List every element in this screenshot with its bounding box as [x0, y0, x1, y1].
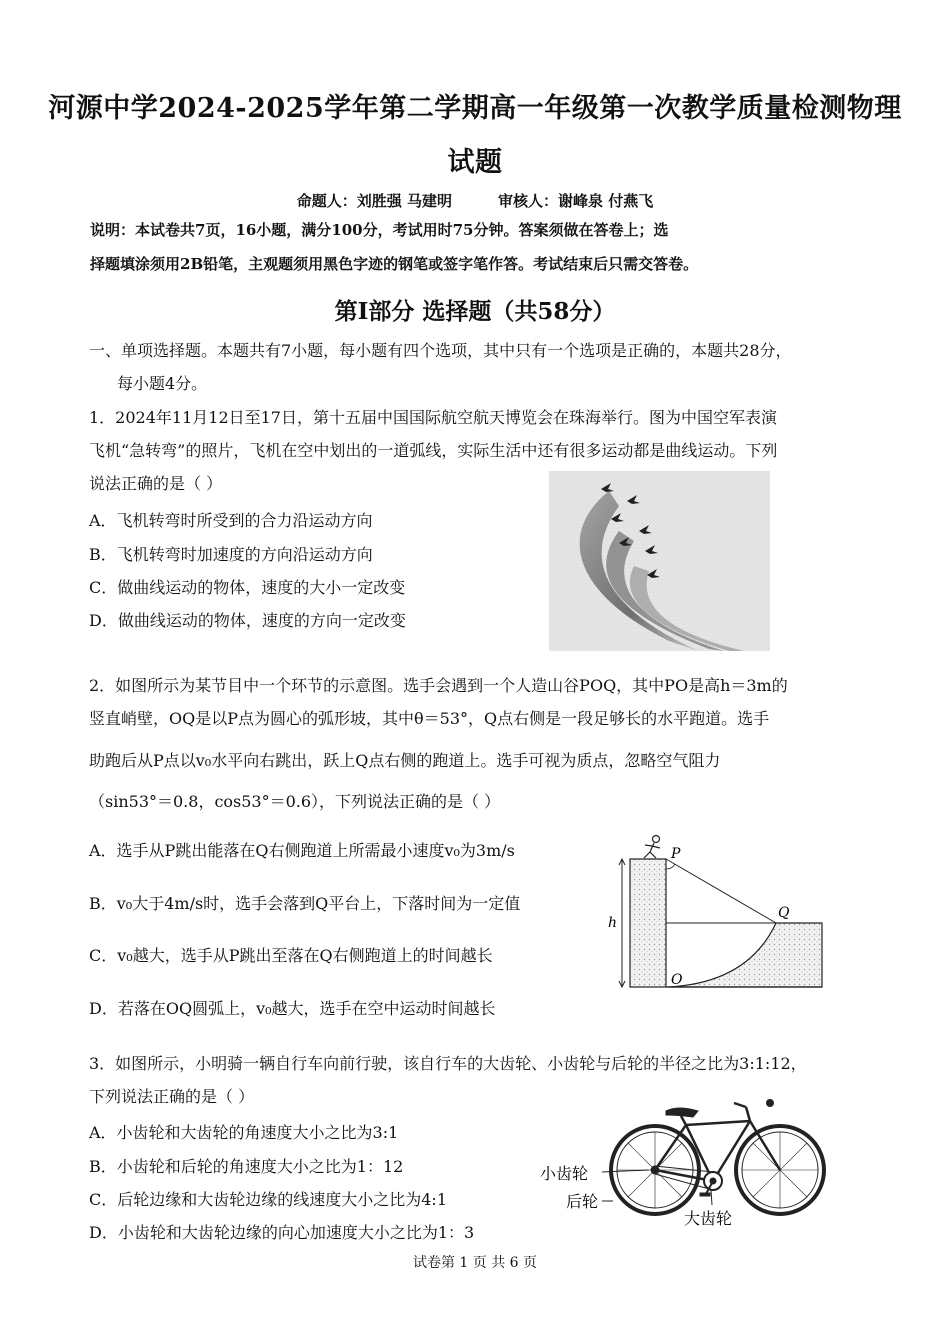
q2-stem-line4: （sin53°＝0.8，cos53°＝0.6），下列说法正确的是（ ）: [89, 792, 501, 811]
q3-option-a: A．小齿轮和大齿轮的角速度大小之比为3:1: [89, 1123, 399, 1142]
part-intro-line2: 每小题4分。: [117, 374, 208, 393]
section-title: 第Ⅰ部分 选择题（共58分）: [334, 298, 616, 325]
bicycle-diagram: [538, 1093, 838, 1233]
label-q: Q: [778, 905, 790, 921]
label-h: h: [608, 915, 618, 931]
label-rear-wheel: 后轮: [566, 1192, 599, 1211]
q1-stem-line1: 1．2024年11月12日至17日，第十五届中国国际航空航天博览会在珠海举行。图为中国空军表演: [89, 408, 777, 427]
label-small-gear: 小齿轮: [540, 1164, 589, 1183]
q3-option-d: D．小齿轮和大齿轮边缘的向心加速度大小之比为1：3: [89, 1223, 475, 1242]
q3-option-c: C．后轮边缘和大齿轮边缘的线速度大小之比为4:1: [89, 1190, 447, 1209]
valley-diagram: [608, 833, 833, 993]
runner-icon: [644, 836, 660, 859]
q2-option-d: D．若落在OQ圆弧上，v₀越大，选手在空中运动时间越长: [89, 999, 496, 1018]
q2-stem-line1: 2．如图所示为某节目中一个环节的示意图。选手会遇到一个人造山谷POQ，其中PO是高h＝3m的: [89, 676, 788, 695]
q1-option-a: A．飞机转弯时所受到的合力沿运动方向: [89, 511, 373, 530]
instructions-line2: 择题填涂须用2B铅笔，主观题须用黑色字迹的钢笔或签字笔作答。考试结束后只需交答卷。: [90, 255, 699, 273]
label-p: P: [671, 846, 681, 862]
exam-title: 河源中学2024-2025学年第二学期高一年级第一次教学质量检测物理: [48, 93, 902, 124]
q2-option-a: A．选手从P跳出能落在Q右侧跑道上所需最小速度v₀为3m/s: [89, 841, 515, 860]
q2-option-b: B．v₀大于4m/s时，选手会落到Q平台上，下落时间为一定值: [89, 894, 521, 913]
q2-option-c: C．v₀越大，选手从P跳出至落在Q右侧跑道上的时间越长: [89, 946, 493, 965]
q1-option-d: D．做曲线运动的物体，速度的方向一定改变: [89, 611, 406, 630]
q1-option-c: C．做曲线运动的物体，速度的大小一定改变: [89, 578, 406, 597]
q3-option-b: B．小齿轮和后轮的角速度大小之比为1：12: [89, 1157, 404, 1176]
exam-title-line2: 试题: [447, 147, 503, 178]
reviewer: 审核人：谢峰泉 付燕飞: [498, 192, 654, 210]
instructions-line1: 说明：本试卷共7页，16小题，满分100分，考试用时75分钟。答案须做在答卷上；选: [90, 221, 669, 239]
q1-option-b: B．飞机转弯时加速度的方向沿运动方向: [89, 545, 373, 564]
label-big-gear: 大齿轮: [684, 1209, 733, 1228]
bicycle-icon: [611, 1103, 824, 1214]
part-intro-line1: 一、单项选择题。本题共有7小题，每小题有四个选项，其中只有一个选项是正确的，本题共28分，: [89, 341, 792, 360]
q1-stem-line2: 飞机“急转弯”的照片，飞机在空中划出的一道弧线，实际生活中还有很多运动都是曲线运动。下列: [89, 441, 778, 460]
q3-stem-line2: 下列说法正确的是（ ）: [89, 1087, 255, 1106]
airshow-photo: [549, 471, 770, 651]
q2-stem-line3: 助跑后从P点以v₀水平向右跳出，跃上Q点右侧的跑道上。选手可视为质点，忽略空气阻力: [89, 751, 721, 770]
q2-stem-line2: 竖直峭壁，OQ是以P点为圆心的弧形坡，其中θ＝53°，Q点右侧是一段足够长的水平跑道。选手: [89, 709, 770, 728]
setter: 命题人：刘胜强 马建明: [296, 192, 452, 210]
label-o: O: [671, 972, 683, 988]
page-footer: 试卷第 1 页 共 6 页: [412, 1255, 538, 1271]
q1-stem-line3: 说法正确的是（ ）: [89, 474, 223, 493]
authors-line: [0, 190, 950, 211]
q3-stem-line1: 3．如图所示，小明骑一辆自行车向前行驶，该自行车的大齿轮、小齿轮与后轮的半径之比为3:1:12，: [89, 1054, 807, 1073]
